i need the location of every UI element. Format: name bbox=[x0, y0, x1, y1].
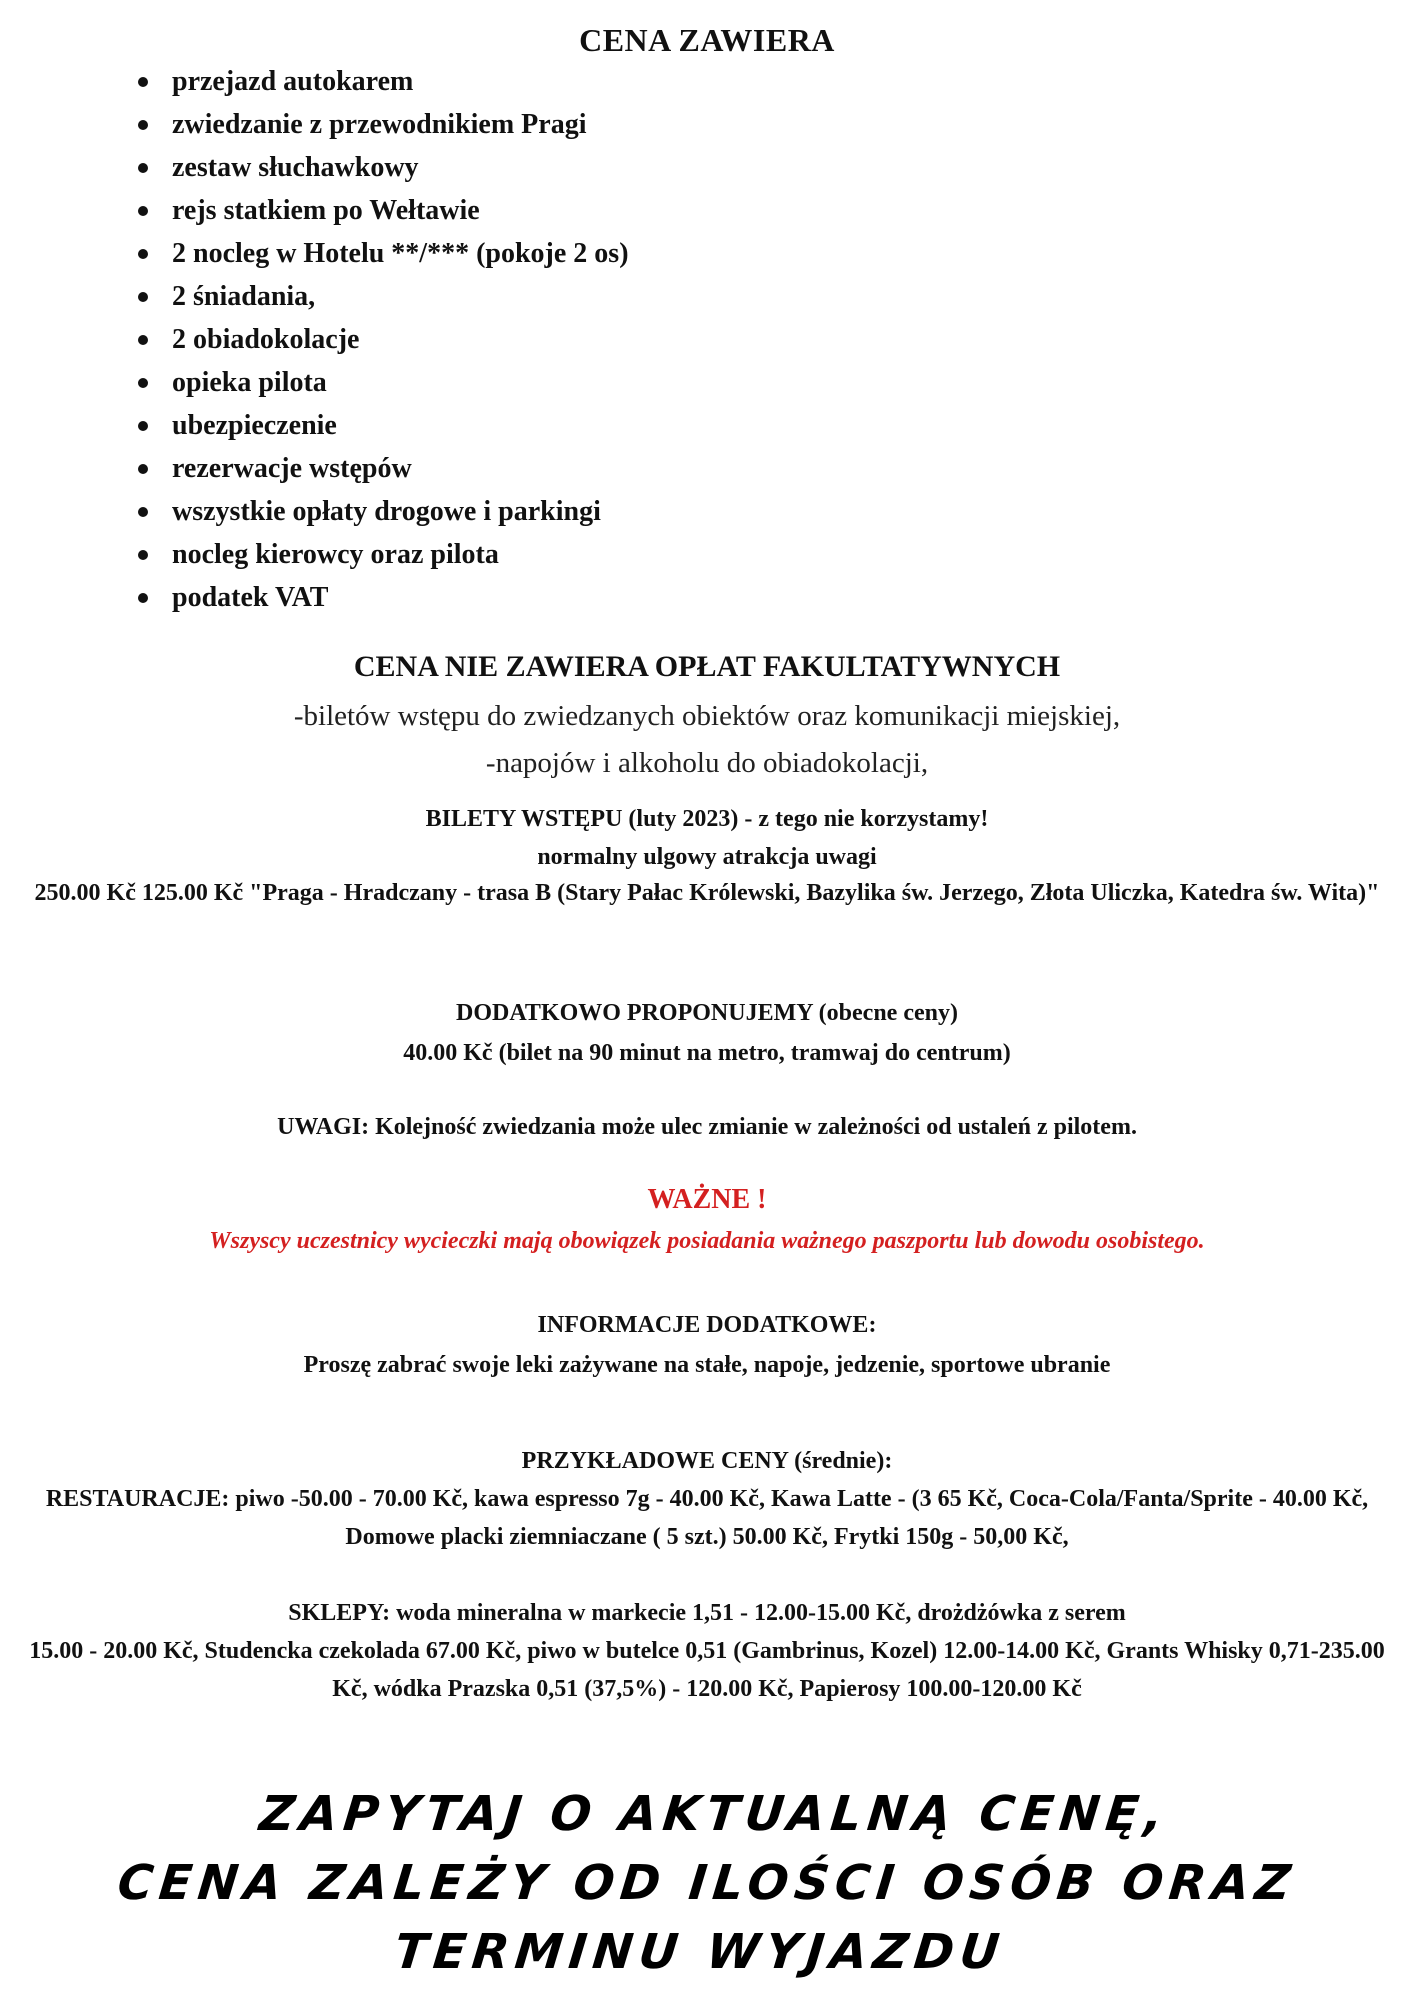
excludes-title: CENA NIE ZAWIERA OPŁAT FAKULTATYWNYCH bbox=[353, 650, 1061, 683]
includes-list bbox=[136, 60, 696, 619]
list-item: 2 śniadania, bbox=[136, 275, 696, 318]
list-item: 2 nocleg w Hotelu **/*** (pokoje 2 os) bbox=[136, 232, 712, 275]
extra-offer-line: 40.00 Kč (bilet na 90 minut na metro, tramwaj do centrum) bbox=[403, 1040, 1011, 1066]
prices-restaurants: RESTAURACJE: piwo -50.00 - 70.00 Kč, kawa espresso 7g - 40.00 Kč, Kawa Latte - (3 65 Kč, Coca-Cola/Fanta/Sprite - 40.00 Kč, Domowe placki ziemniaczane ( 5 szt.) 50.00 Kč, Frytki 150g - 50,00 Kč, bbox=[45, 1486, 1369, 1550]
notes-text: UWAGI: Kolejność zwiedzania może ulec zmianie w zależności od ustaleń z pilotem. bbox=[277, 1114, 1137, 1140]
cta-line-1: ZAPYTAJ O AKTUALNĄ CENĘ, bbox=[256, 1786, 1172, 1842]
prices-title: PRZYKŁADOWE CENY (średnie): bbox=[521, 1448, 893, 1474]
list-item: wszystkie opłaty drogowe i parkingi bbox=[136, 490, 696, 533]
prices-shops-line-2: 15.00 - 20.00 Kč, Studencka czekolada 67.00 Kč, piwo w butelce 0,51 (Gambrinus, Kozel) 12.00-14.00 Kč, Grants Whisky 0,71-235.00 Kč, wódka Prazska 0,51 (37,5%) - 120.00 Kč, Papierosy 100.00-120.00 Kč bbox=[29, 1638, 1385, 1702]
important-title: WAŻNE ! bbox=[647, 1184, 767, 1215]
list-item: podatek VAT bbox=[136, 576, 696, 619]
list-item: opieka pilota bbox=[136, 361, 696, 404]
list-item: nocleg kierowcy oraz pilota bbox=[136, 533, 696, 576]
excludes-line-tickets: -biletów wstępu do zwiedzanych obiektów oraz komunikacji miejskiej, bbox=[293, 700, 1121, 732]
excludes-line-drinks: -napojów i alkoholu do obiadokolacji, bbox=[485, 747, 929, 779]
list-item: zwiedzanie z przewodnikiem Pragi bbox=[136, 103, 696, 146]
list-item: rejs statkiem po Wełtawie bbox=[136, 189, 696, 232]
tickets-row: 250.00 Kč 125.00 Kč "Praga - Hradczany - trasa B (Stary Pałac Królewski, Bazylika św. Jerzego, Złota Uliczka, Katedra św. Wita)" bbox=[34, 880, 1380, 906]
list-item: przejazd autokarem bbox=[136, 60, 696, 103]
prices-shops bbox=[20, 1594, 1394, 1708]
list-item: 2 obiadokolacje bbox=[136, 318, 696, 361]
important-text: Wszyscy uczestnicy wycieczki mają obowiązek posiadania ważnego paszportu lub dowodu osobistego. bbox=[209, 1228, 1205, 1254]
info-title: INFORMACJE DODATKOWE: bbox=[537, 1312, 877, 1338]
list-item: ubezpieczenie bbox=[136, 404, 696, 447]
prices-shops-line-1: SKLEPY: woda mineralna w markecie 1,51 - 12.00-15.00 Kč, drożdżówka z serem bbox=[288, 1600, 1126, 1626]
includes-title: CENA ZAWIERA bbox=[579, 22, 835, 58]
cta-line-2: CENA ZALEŻY OD ILOŚCI OSÓB ORAZ bbox=[115, 1855, 1300, 1911]
list-item: rezerwacje wstępów bbox=[136, 447, 696, 490]
tickets-title: BILETY WSTĘPU (luty 2023) - z tego nie korzystamy! bbox=[425, 806, 989, 832]
tickets-header: normalny ulgowy atrakcja uwagi bbox=[537, 844, 877, 870]
list-item: zestaw słuchawkowy bbox=[136, 146, 696, 189]
cta-line-3: TERMINU WYJAZDU bbox=[391, 1924, 1008, 1980]
call-to-action bbox=[0, 1780, 1414, 1987]
info-text: Proszę zabrać swoje leki zażywane na stałe, napoje, jedzenie, sportowe ubranie bbox=[303, 1352, 1111, 1378]
extra-offer-title: DODATKOWO PROPONUJEMY (obecne ceny) bbox=[456, 1000, 958, 1026]
